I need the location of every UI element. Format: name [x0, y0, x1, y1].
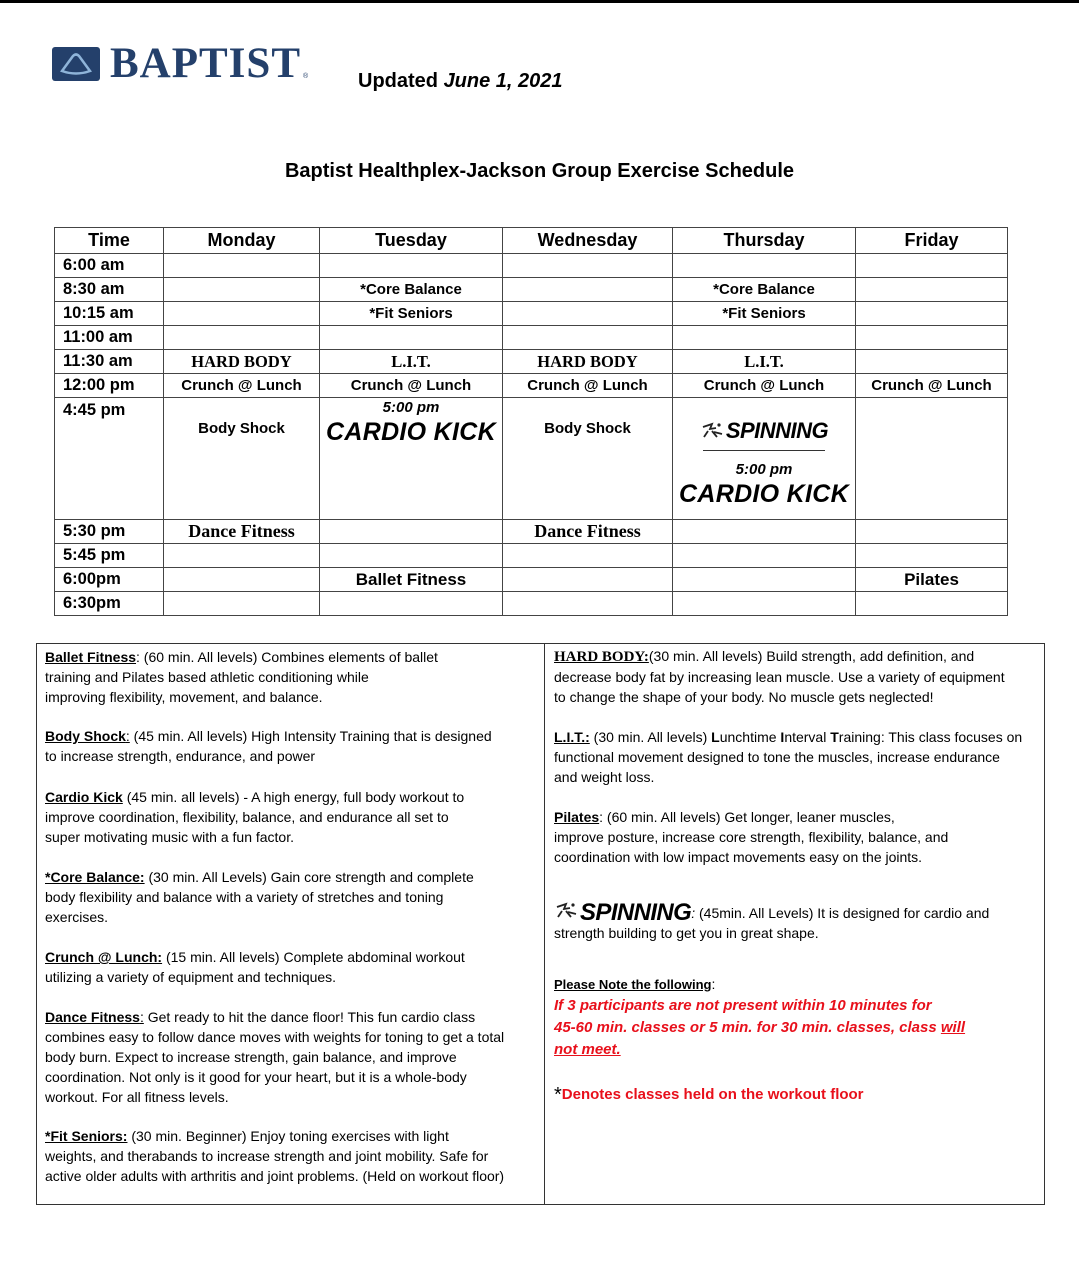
description-text: raining: This class focuses on — [838, 729, 1023, 745]
description-text: (30 min. Beginner) Enjoy toning exercises with light weights, and therabands to increase strength and joint mobility. Safe for active older adults with arthritis and joint problems. (Held on workout floor) — [45, 1128, 505, 1184]
description-crunch-at-lunch — [45, 947, 535, 987]
time-cell: 6:00 am — [55, 254, 164, 278]
description-ballet-fitness — [45, 647, 535, 707]
class-cell: Pilates — [856, 568, 1008, 592]
description-text: (15 min. All levels) Complete abdominal workout utilizing a variety of equipment and techniques. — [45, 949, 465, 985]
description-text: (45 min. All levels) High Intensity Training that is designed to increase strength, endurance, and power — [45, 728, 492, 764]
class-cell — [164, 302, 320, 326]
class-cell — [673, 568, 856, 592]
time-cell: 5:45 pm — [55, 544, 164, 568]
class-cell — [856, 278, 1008, 302]
separator: : — [599, 809, 604, 825]
time-cell: 5:30 pm — [55, 520, 164, 544]
class-cell — [856, 254, 1008, 278]
class-cell — [320, 592, 503, 616]
term-body-shock: Body Shock — [45, 728, 126, 744]
description-hard-body — [554, 646, 1040, 707]
column-header-wednesday: Wednesday — [503, 228, 673, 254]
term-cardio-kick: Cardio Kick — [45, 789, 123, 805]
class-cell: Crunch @ Lunch — [503, 374, 673, 398]
class-cell: *Fit Seniors — [673, 302, 856, 326]
column-header-monday: Monday — [164, 228, 320, 254]
class-cell: L.I.T. — [320, 350, 503, 374]
class-cell: *Core Balance — [673, 278, 856, 302]
class-cell — [503, 278, 673, 302]
class-cell — [673, 254, 856, 278]
time-cell: 11:00 am — [55, 326, 164, 350]
separator: : — [139, 1009, 144, 1025]
class-cell: Crunch @ Lunch — [164, 374, 320, 398]
description-cardio-kick — [45, 787, 535, 847]
divider — [703, 450, 825, 451]
table-row — [55, 374, 1008, 398]
class-cell — [856, 520, 1008, 544]
time-cell: 6:00pm — [55, 568, 164, 592]
table-header-row — [55, 228, 1008, 254]
class-cell: HARD BODY — [503, 350, 673, 374]
description-text: (60 min. All levels) Combines elements of ballet — [139, 649, 438, 665]
description-text: Get ready to hit the dance floor! This fun cardio class combines easy to follow dance moves with weights for toning to get a total body burn. Expect to increase strength, gain balance, and improve coordination. Not only is it good for your heart, but it is a whole-body workout. For all fitness levels. — [45, 1009, 505, 1105]
page-title: Baptist Healthplex-Jackson Group Exercise Schedule — [284, 160, 795, 182]
class-cell: L.I.T. — [673, 350, 856, 374]
class-cell — [503, 398, 673, 520]
class-cell — [503, 544, 673, 568]
class-cell: HARD BODY — [164, 350, 320, 374]
class-cell: Crunch @ Lunch — [856, 374, 1008, 398]
description-text: (60 min. All levels) Get longer, leaner muscles, improve posture, increase core strength, flexibility, balance, and coordination with low impact movements easy on the joints. — [554, 809, 949, 865]
class-cell — [856, 302, 1008, 326]
class-cell: Dance Fitness — [164, 520, 320, 544]
column-header-thursday: Thursday — [673, 228, 856, 254]
class-cell — [320, 254, 503, 278]
top-border — [0, 0, 1079, 3]
table-row — [55, 302, 1008, 326]
term-lit: L.I.T.: — [554, 729, 590, 745]
column-header-time: Time — [55, 228, 164, 254]
baptist-shield-icon — [52, 47, 100, 81]
description-spinning — [554, 899, 1040, 943]
table-row — [55, 254, 1008, 278]
description-text: training and Pilates based athletic conditioning while — [45, 669, 369, 685]
class-cell — [164, 254, 320, 278]
description-text: improving flexibility, movement, and balance. — [45, 689, 323, 705]
separator: : — [125, 728, 130, 744]
class-cell — [320, 398, 503, 520]
time-cell: 10:15 am — [55, 302, 164, 326]
class-cell: *Fit Seniors — [320, 302, 503, 326]
schedule-table — [54, 227, 1008, 616]
class-descriptions — [36, 643, 1045, 1205]
spinning-logo — [673, 418, 855, 444]
acronym-letter: L — [711, 729, 720, 745]
class-cell — [673, 544, 856, 568]
description-text: nterval — [784, 729, 831, 745]
term-crunch-at-lunch: Crunch @ Lunch: — [45, 949, 163, 965]
description-text: functional movement designed to tone the muscles, increase endurance and weight loss. — [554, 749, 1000, 785]
class-cell — [320, 520, 503, 544]
term-hard-body: HARD BODY: — [554, 649, 649, 665]
class-cell — [673, 398, 856, 520]
acronym-letter: T — [830, 729, 839, 745]
acronym-letter: I — [780, 729, 785, 745]
time-cell: 12:00 pm — [55, 374, 164, 398]
registered-mark: ® — [303, 73, 309, 80]
description-text: (45min. All Levels) It is designed for cardio and strength building to get you in great shape. — [554, 905, 990, 941]
class-cell — [164, 568, 320, 592]
term-core-balance: *Core Balance: — [45, 869, 145, 885]
description-pilates — [554, 807, 1040, 867]
description-body-shock — [45, 726, 535, 766]
spinning-wordmark: SPINNING — [725, 418, 829, 443]
attendance-note — [554, 974, 1040, 1061]
table-row — [55, 520, 1008, 544]
description-core-balance — [45, 867, 535, 927]
table-row — [55, 398, 1008, 520]
class-cell — [673, 520, 856, 544]
description-dance-fitness — [45, 1007, 535, 1107]
class-cell — [164, 398, 320, 520]
class-cell — [856, 592, 1008, 616]
class-cell: Dance Fitness — [503, 520, 673, 544]
class-cell: *Core Balance — [320, 278, 503, 302]
spinning-cyclist-icon — [554, 902, 580, 920]
class-cell — [164, 326, 320, 350]
class-cell — [503, 254, 673, 278]
time-cell: 11:30 am — [55, 350, 164, 374]
asterisk-legend-text: Denotes classes held on the workout floor — [561, 1086, 864, 1103]
term-dance-fitness: Dance Fitness — [45, 1009, 140, 1025]
table-row — [55, 544, 1008, 568]
updated-label: Updated — [358, 70, 438, 92]
class-cell — [856, 398, 1008, 520]
description-text: unchtime — [719, 729, 781, 745]
class-cell — [503, 302, 673, 326]
class-cell — [503, 568, 673, 592]
class-cell — [164, 544, 320, 568]
column-header-tuesday: Tuesday — [320, 228, 503, 254]
class-cardio-kick: CARDIO KICK — [326, 418, 496, 446]
table-row — [55, 350, 1008, 374]
descriptions-right-column — [545, 644, 1043, 1204]
updated-date: June 1, 2021 — [443, 70, 563, 92]
class-cell — [503, 592, 673, 616]
separator: : — [691, 905, 696, 921]
table-row — [55, 568, 1008, 592]
class-cell: Ballet Fitness — [320, 568, 503, 592]
class-cell — [320, 326, 503, 350]
class-time-note: 5:00 pm — [382, 399, 440, 416]
description-text: (30 min. All levels) — [589, 729, 712, 745]
descriptions-left-column — [37, 644, 545, 1204]
class-cell — [673, 326, 856, 350]
asterisk-symbol: * — [554, 1084, 562, 1106]
term-pilates: Pilates — [554, 809, 600, 825]
class-cell — [164, 278, 320, 302]
updated-note — [358, 70, 563, 93]
class-cell — [164, 592, 320, 616]
time-cell: 6:30pm — [55, 592, 164, 616]
class-cell: Crunch @ Lunch — [673, 374, 856, 398]
class-cell — [320, 544, 503, 568]
note-line: 45-60 min. classes or 5 min. for 30 min. classes, class — [554, 1019, 941, 1036]
time-cell: 4:45 pm — [55, 398, 164, 520]
class-cell: Crunch @ Lunch — [320, 374, 503, 398]
term-fit-seniors: *Fit Seniors: — [45, 1128, 128, 1144]
class-cell — [856, 326, 1008, 350]
class-body-shock: Body Shock — [544, 420, 631, 437]
class-cell — [856, 350, 1008, 374]
description-text: (45 min. all levels) - A high energy, full body workout to improve coordination, flexibility, balance, and endurance all set to super motivating music with a fun factor. — [45, 789, 465, 845]
description-fit-seniors — [45, 1126, 535, 1186]
term-ballet-fitness: Ballet Fitness — [45, 649, 137, 665]
baptist-logo — [52, 40, 309, 87]
separator: : — [136, 649, 140, 665]
class-body-shock: Body Shock — [198, 420, 285, 437]
note-line: If 3 participants are not present within 10 minutes for — [554, 997, 932, 1014]
description-text: (30 min. All Levels) Gain core strength and complete body flexibility and balance with a variety of stretches and toning exercises. — [45, 869, 474, 925]
table-row — [55, 278, 1008, 302]
separator: : — [711, 976, 716, 992]
table-row — [55, 592, 1008, 616]
logo-text: BAPTIST — [110, 40, 302, 87]
column-header-friday: Friday — [856, 228, 1008, 254]
note-emphasis: will — [940, 1019, 966, 1036]
class-cell — [503, 326, 673, 350]
class-cell — [856, 544, 1008, 568]
note-heading: Please Note the following — [554, 977, 712, 992]
note-emphasis: not meet. — [554, 1041, 621, 1058]
class-cell — [673, 592, 856, 616]
class-cardio-kick: CARDIO KICK — [679, 480, 849, 508]
table-row — [55, 326, 1008, 350]
spinning-wordmark: SPINNING — [580, 899, 692, 926]
spinning-cyclist-icon — [700, 422, 726, 440]
description-lit — [554, 727, 1040, 787]
asterisk-legend — [554, 1084, 1040, 1105]
time-cell: 8:30 am — [55, 278, 164, 302]
description-text: (30 min. All levels) Build strength, add definition, and decrease body fat by increasing lean muscle. Use a variety of equipment to change the shape of your body. No muscle gets neglected! — [554, 648, 1005, 705]
class-time-note: 5:00 pm — [735, 461, 793, 478]
